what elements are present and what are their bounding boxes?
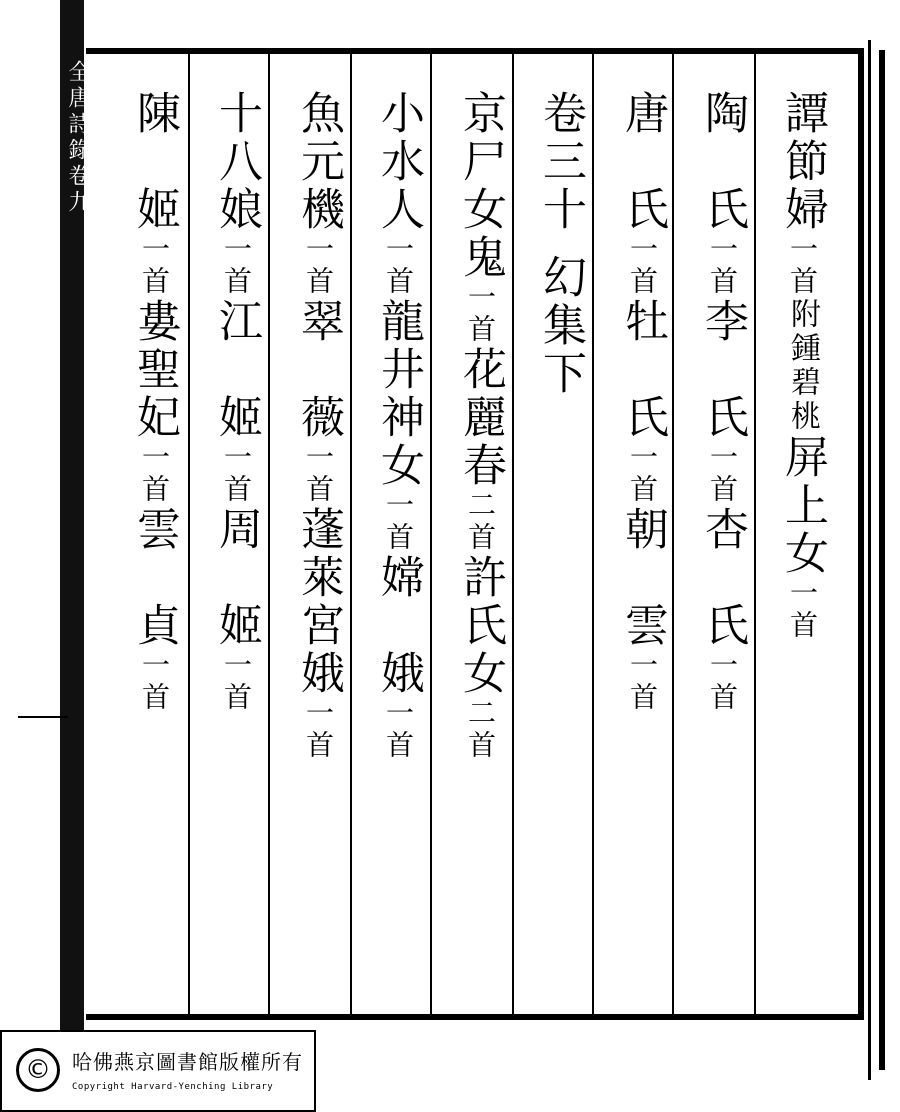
entry-count: 一首 xyxy=(220,442,253,506)
entry-count: 一首 xyxy=(382,234,415,298)
entry-name: 十八娘 xyxy=(211,90,262,234)
toc-column-2 xyxy=(692,90,752,714)
entry-name: 蓬萊宮娥 xyxy=(293,506,344,698)
entry-name: 朝 雲 xyxy=(617,506,668,650)
facing-page-edge xyxy=(868,40,900,1080)
entry-name: 雲 貞 xyxy=(129,506,180,650)
entry-count: 一首 xyxy=(220,234,253,298)
entry-name: 江 姬 xyxy=(211,298,262,442)
entry-count: 一首 xyxy=(786,578,819,642)
frame-right-border xyxy=(858,48,864,1020)
entry-count: 一首 xyxy=(382,698,415,762)
entry-name: 花麗春 xyxy=(455,346,506,490)
entry-count: 一首 xyxy=(626,234,659,298)
entry-count: 一首 xyxy=(786,234,819,298)
entry-note: 附鍾碧桃 xyxy=(785,298,820,434)
entry-count: 一首 xyxy=(302,698,335,762)
entry-count: 二首 xyxy=(464,490,497,554)
entry-name: 周 姬 xyxy=(211,506,262,650)
entry-name: 譚節婦 xyxy=(777,90,828,234)
toc-column-9 xyxy=(124,90,184,714)
entry-count: 一首 xyxy=(220,650,253,714)
entry-name: 翠 薇 xyxy=(293,298,344,442)
entry-count: 一首 xyxy=(626,442,659,506)
copyright-notice xyxy=(0,1030,316,1112)
entry-name: 魚元機 xyxy=(293,90,344,234)
frame-bottom-border xyxy=(86,1014,862,1020)
entry-name: 小水人 xyxy=(373,90,424,234)
entry-count: 一首 xyxy=(138,234,171,298)
spine-title: 全唐詩錄卷九 xyxy=(65,60,90,216)
column-rule xyxy=(268,54,270,1014)
entry-name: 陳 姬 xyxy=(129,90,180,234)
entry-count: 一首 xyxy=(382,490,415,554)
toc-column-3 xyxy=(612,90,672,714)
chapter-number: 卷三十 xyxy=(535,90,586,234)
copyright-english: Copyright Harvard-Yenching Library xyxy=(72,1082,274,1092)
entry-count: 一首 xyxy=(626,650,659,714)
entry-name: 李 氏 xyxy=(697,298,748,442)
frame-top-border xyxy=(86,48,862,54)
chapter-title: 幻集下 xyxy=(535,254,586,398)
toc-column-6 xyxy=(368,90,428,762)
entry-name: 婁聖妃 xyxy=(129,298,180,442)
toc-column-5 xyxy=(450,90,510,762)
entry-count: 一首 xyxy=(138,442,171,506)
column-rule xyxy=(350,54,352,1014)
column-rule xyxy=(592,54,594,1014)
toc-column-8 xyxy=(206,90,266,714)
entry-name: 京尸女鬼 xyxy=(455,90,506,282)
entry-count: 二首 xyxy=(464,698,497,762)
entry-count: 一首 xyxy=(706,234,739,298)
column-rule xyxy=(754,54,756,1014)
toc-column-4-chapter-heading xyxy=(530,90,590,398)
entry-name: 牡 氏 xyxy=(617,298,668,442)
column-rule xyxy=(430,54,432,1014)
toc-column-1 xyxy=(772,90,832,642)
entry-name: 龍井神女 xyxy=(373,298,424,490)
entry-count: 一首 xyxy=(706,650,739,714)
entry-count: 一首 xyxy=(138,650,171,714)
column-rule xyxy=(672,54,674,1014)
column-rule xyxy=(512,54,514,1014)
toc-column-7 xyxy=(288,90,348,762)
margin-tick xyxy=(18,716,68,718)
entry-count: 一首 xyxy=(464,282,497,346)
entry-name: 嫦 娥 xyxy=(373,554,424,698)
entry-name: 屏上女 xyxy=(777,434,828,578)
entry-name: 陶 氏 xyxy=(697,90,748,234)
copyright-chinese: 哈佛燕京圖書館版權所有 xyxy=(72,1050,303,1074)
entry-name: 許氏女 xyxy=(455,554,506,698)
entry-name: 杏 氏 xyxy=(697,506,748,650)
copyright-icon: © xyxy=(16,1048,60,1092)
entry-count: 一首 xyxy=(302,442,335,506)
column-rule xyxy=(188,54,190,1014)
entry-count: 一首 xyxy=(302,234,335,298)
entry-name: 唐 氏 xyxy=(617,90,668,234)
entry-count: 一首 xyxy=(706,442,739,506)
